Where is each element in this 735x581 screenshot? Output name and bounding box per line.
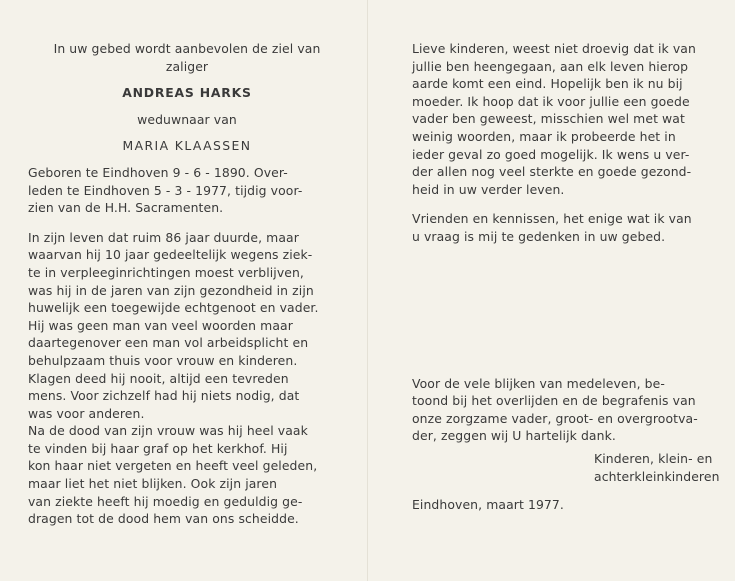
right-panel bbox=[412, 40, 720, 514]
paragraph-line: aarde komt een eind. Hopelijk ben ik nu bij bbox=[412, 76, 683, 92]
paragraph-line: Na de dood van zijn vrouw was hij heel vaak bbox=[28, 423, 308, 439]
paragraph-line: In zijn leven dat ruim 86 jaar duurde, maar bbox=[28, 229, 299, 245]
paragraph-line: Vrienden en kennissen, het enige wat ik van bbox=[412, 211, 692, 227]
signature-line: achterkleinkinderen bbox=[594, 468, 720, 484]
paragraph-line: zien van de H.H. Sacramenten. bbox=[28, 200, 224, 216]
birth-paragraph bbox=[28, 164, 346, 217]
paragraph-line: jullie ben heengegaan, aan elk leven hierop bbox=[412, 58, 689, 74]
paragraph-line: leden te Eindhoven 5 - 3 - 1977, tijdig voor- bbox=[28, 182, 303, 198]
life-paragraph bbox=[28, 229, 346, 528]
paragraph-line: behulpzaam thuis voor vrouw en kinderen. bbox=[28, 352, 298, 368]
paragraph-line: te in verpleeginrichtingen moest verblijven, bbox=[28, 264, 304, 280]
paragraph-line: daartegenover een man vol arbeidsplicht en bbox=[28, 335, 309, 351]
paragraph-line: der, zeggen wij U hartelijk dank. bbox=[412, 428, 616, 444]
paragraph-line: onze zorgzame vader, groot- en overgrootva- bbox=[412, 410, 698, 426]
paragraph-line: Lieve kinderen, weest niet droevig dat ik van bbox=[412, 41, 696, 56]
paragraph-line: heid in uw verder leven. bbox=[412, 181, 565, 197]
paragraph-line: te vinden bij haar graf op het kerkhof. Hij bbox=[28, 440, 288, 456]
paragraph-line: u vraag is mij te gedenken in uw gebed. bbox=[412, 228, 666, 244]
left-panel bbox=[28, 40, 346, 528]
paragraph-line: Klagen deed hij nooit, altijd een tevreden bbox=[28, 370, 289, 386]
paragraph-line: van ziekte heeft hij moedig en geduldig ge- bbox=[28, 493, 303, 509]
intro-line: In uw gebed wordt aanbevolen de ziel van bbox=[53, 41, 321, 56]
relation-text: weduwnaar van bbox=[137, 111, 237, 127]
place-date: Eindhoven, maart 1977. bbox=[412, 497, 564, 513]
paragraph-line: der allen nog veel sterkte en goede gezond- bbox=[412, 164, 692, 180]
friends-message bbox=[412, 210, 708, 245]
paragraph-line: kon haar niet vergeten en heeft veel geleden, bbox=[28, 458, 318, 474]
paragraph-line: Hij was geen man van veel woorden maar bbox=[28, 317, 293, 333]
spouse-name: MARIA KLAASSEN bbox=[122, 138, 252, 154]
paragraph-line: was hij in de jaren van zijn gezondheid in zijn bbox=[28, 282, 314, 298]
paragraph-line: mens. Voor zichzelf had hij niets nodig, dat bbox=[28, 388, 300, 404]
signature bbox=[412, 450, 720, 485]
paragraph-line: vader ben geweest, misschien wel met wat bbox=[412, 111, 685, 127]
fold-line bbox=[367, 0, 368, 581]
paragraph-line: maar liet het niet blijken. Ook zijn jaren bbox=[28, 476, 278, 492]
paragraph-line: waarvan hij 10 jaar gedeeltelijk wegens ziek- bbox=[28, 247, 313, 263]
children-message bbox=[412, 40, 708, 198]
thanks-paragraph bbox=[412, 375, 708, 445]
paragraph-line: Voor de vele blijken van medeleven, be- bbox=[412, 375, 665, 391]
signature-line: Kinderen, klein- en bbox=[594, 450, 713, 466]
intro-line: zaliger bbox=[165, 58, 209, 74]
paragraph-line: was voor anderen. bbox=[28, 405, 145, 421]
paragraph-line: huwelijk een toegewijde echtgenoot en vader. bbox=[28, 300, 319, 316]
paragraph-line: dragen tot de dood hem van ons scheidde. bbox=[28, 511, 299, 527]
deceased-name: ANDREAS HARKS bbox=[122, 85, 252, 101]
paragraph-line: ieder geval zo goed mogelijk. Ik wens u ver- bbox=[412, 146, 690, 162]
paragraph-line: moeder. Ik hoop dat ik voor jullie een goede bbox=[412, 93, 690, 109]
paragraph-line: Geboren te Eindhoven 9 - 6 - 1890. Over- bbox=[28, 164, 288, 180]
paragraph-line: weinig woorden, maar ik probeerde het in bbox=[412, 128, 676, 144]
paragraph-line: toond bij het overlijden en de begrafenis van bbox=[412, 393, 696, 409]
